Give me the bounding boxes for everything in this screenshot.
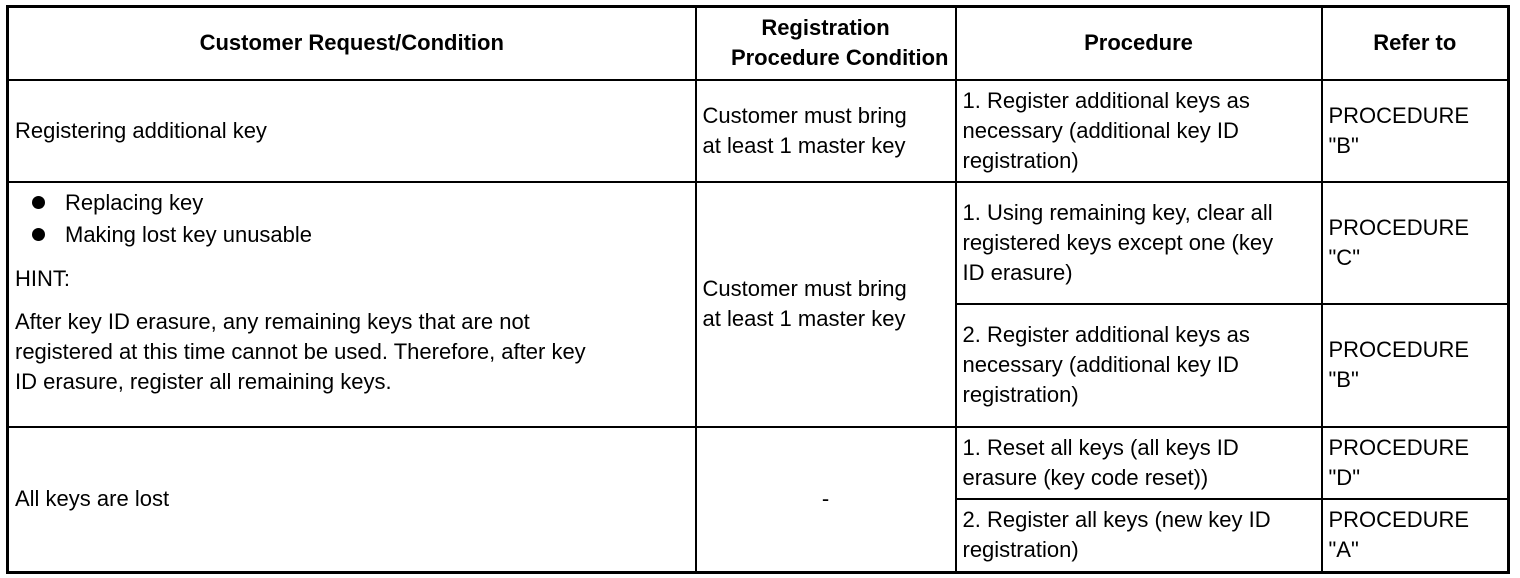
procedure-cell: 2. Register all keys (new key ID registration)	[956, 499, 1322, 573]
refer-cell: PROCEDURE "D"	[1322, 427, 1509, 499]
request-cell	[8, 182, 696, 427]
refer-cell: PROCEDURE "B"	[1322, 304, 1509, 427]
table-row	[8, 182, 1509, 304]
header-row	[8, 7, 1509, 80]
hint-text: After key ID erasure, any remaining keys that are not registered at this time cannot be used. Therefore, after key ID erasure, register all remaining keys.	[15, 308, 586, 394]
header-procedure: Procedure	[956, 7, 1322, 80]
request-cell: All keys are lost	[8, 427, 696, 573]
condition-cell: Customer must bring at least 1 master key	[696, 182, 956, 427]
refer-cell: PROCEDURE "C"	[1322, 182, 1509, 304]
table-row	[8, 80, 1509, 182]
refer-cell: PROCEDURE "A"	[1322, 499, 1509, 573]
bullet-icon	[32, 228, 45, 241]
header-condition: Registration Procedure Condition	[696, 7, 956, 80]
condition-cell: Customer must bring at least 1 master key	[696, 80, 956, 182]
bullet-list	[15, 187, 689, 251]
header-request: Customer Request/Condition	[8, 7, 696, 80]
procedure-cell: 1. Register additional keys as necessary (additional key ID registration)	[956, 80, 1322, 182]
condition-cell: -	[696, 427, 956, 573]
procedure-cell: 2. Register additional keys as necessary (additional key ID registration)	[956, 304, 1322, 427]
table-row	[8, 427, 1509, 499]
refer-cell: PROCEDURE "B"	[1322, 80, 1509, 182]
hint-label: HINT:	[15, 265, 70, 291]
list-item: Making lost key unusable	[15, 219, 689, 251]
list-item: Replacing key	[15, 187, 689, 219]
bullet-icon	[32, 196, 45, 209]
key-registration-table	[6, 5, 1510, 574]
procedure-cell: 1. Using remaining key, clear all registered keys except one (key ID erasure)	[956, 182, 1322, 304]
header-refer: Refer to	[1322, 7, 1509, 80]
request-cell: Registering additional key	[8, 80, 696, 182]
procedure-cell: 1. Reset all keys (all keys ID erasure (key code reset))	[956, 427, 1322, 499]
